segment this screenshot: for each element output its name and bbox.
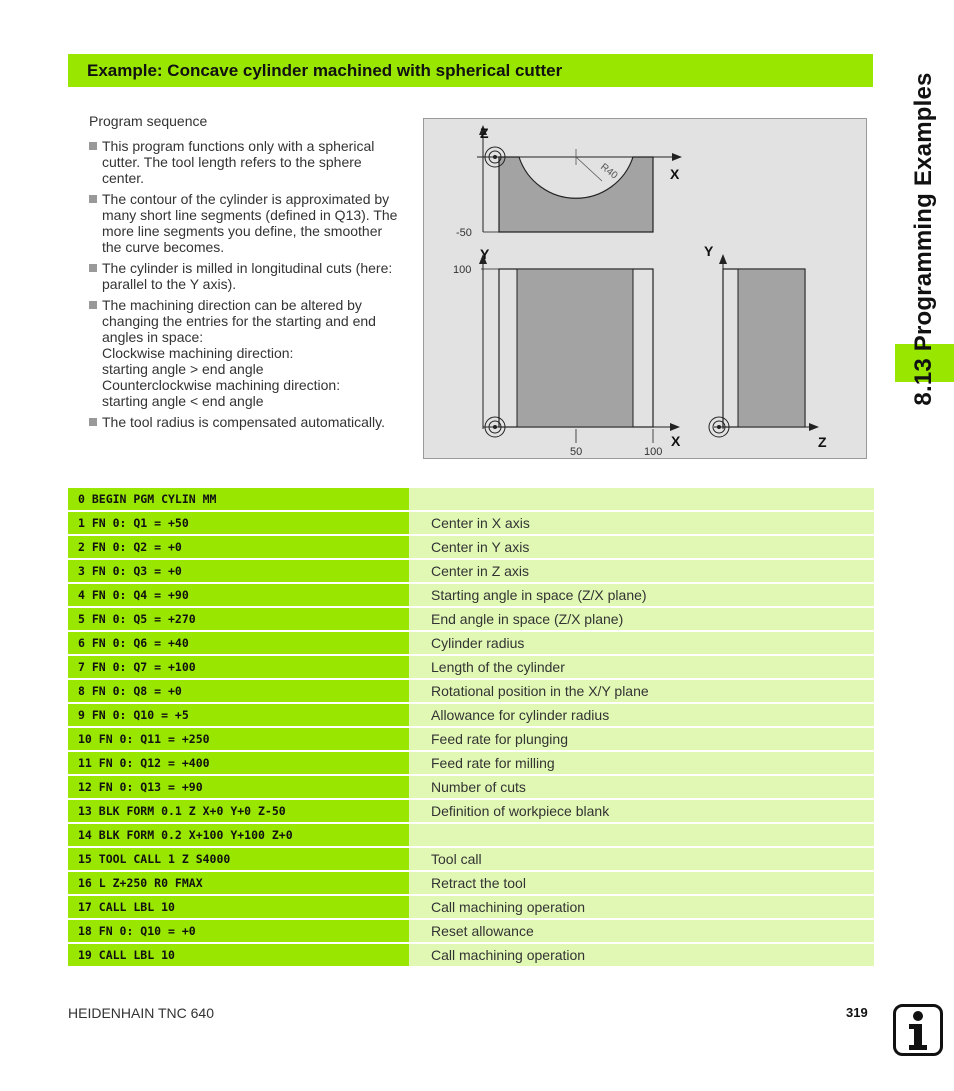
bullet-item — [89, 191, 409, 255]
program-description: Call machining operation — [409, 896, 874, 918]
bullet-line: more line segments you define, the smoother — [102, 223, 383, 239]
program-code: 5 FN 0: Q5 = +270 — [68, 608, 419, 630]
dim-100-x: 100 — [644, 446, 663, 458]
bullet-line: The tool radius is compensated automatically. — [102, 414, 385, 430]
bullet-item — [89, 414, 409, 430]
program-table — [68, 488, 874, 968]
bullet-line: cutter. The tool length refers to the sphere — [102, 154, 362, 170]
bullet-list — [89, 138, 409, 435]
bullet-line: Counterclockwise machining direction: — [102, 377, 341, 393]
footer-brand: HEIDENHAIN TNC 640 — [68, 1005, 215, 1021]
side-view — [709, 254, 819, 437]
program-row — [68, 656, 874, 678]
bullet-square-icon — [89, 264, 97, 272]
axis-x-top-label: X — [670, 166, 680, 182]
program-description: Center in X axis — [409, 512, 874, 534]
axis-z-top-label: Z — [480, 125, 489, 141]
bullet-item — [89, 260, 409, 292]
page-number: 319 — [846, 1005, 868, 1020]
program-description: Cylinder radius — [409, 632, 874, 654]
program-row — [68, 632, 874, 654]
program-row — [68, 824, 874, 846]
program-code: 0 BEGIN PGM CYLIN MM — [68, 488, 419, 510]
program-row — [68, 560, 874, 582]
program-code: 12 FN 0: Q13 = +90 — [68, 776, 419, 798]
program-code: 13 BLK FORM 0.1 Z X+0 Y+0 Z-50 — [68, 800, 419, 822]
bullet-line: This program functions only with a spherical — [102, 138, 375, 154]
program-code: 15 TOOL CALL 1 Z S4000 — [68, 848, 419, 870]
bullet-line: the curve becomes. — [102, 239, 225, 255]
program-description: End angle in space (Z/X plane) — [409, 608, 874, 630]
program-code: 16 L Z+250 R0 FMAX — [68, 872, 419, 894]
program-row — [68, 944, 874, 966]
program-code: 6 FN 0: Q6 = +40 — [68, 632, 419, 654]
program-description: Allowance for cylinder radius — [409, 704, 874, 726]
section-label-text: 8.13 Programming Examples — [910, 72, 937, 406]
bullet-square-icon — [89, 195, 97, 203]
program-code: 4 FN 0: Q4 = +90 — [68, 584, 419, 606]
program-code: 1 FN 0: Q1 = +50 — [68, 512, 419, 534]
program-description: Call machining operation — [409, 944, 874, 966]
program-row — [68, 848, 874, 870]
axis-x-bottom-label: X — [671, 433, 681, 449]
program-description — [409, 488, 874, 510]
program-description: Feed rate for milling — [409, 752, 874, 774]
dim-50: 50 — [570, 446, 583, 458]
bullet-line: The cylinder is milled in longitudinal cuts (here: — [102, 260, 393, 276]
program-row — [68, 488, 874, 510]
program-row — [68, 776, 874, 798]
top-view — [477, 125, 682, 232]
program-row — [68, 608, 874, 630]
bullet-line: starting angle > end angle — [102, 361, 264, 377]
bullet-square-icon — [89, 418, 97, 426]
program-code: 19 CALL LBL 10 — [68, 944, 419, 966]
program-description: Length of the cylinder — [409, 656, 874, 678]
axis-y-left-label: Y — [480, 246, 490, 262]
program-description: Center in Y axis — [409, 536, 874, 558]
bullet-line: The machining direction can be altered by — [102, 297, 362, 313]
program-description: Rotational position in the X/Y plane — [409, 680, 874, 702]
program-description: Number of cuts — [409, 776, 874, 798]
program-row — [68, 728, 874, 750]
bullet-line: Clockwise machining direction: — [102, 345, 294, 361]
bullet-line: changing the entries for the starting and end — [102, 313, 376, 329]
bullet-item — [89, 297, 409, 409]
program-code: 9 FN 0: Q10 = +5 — [68, 704, 419, 726]
program-row — [68, 584, 874, 606]
bullet-square-icon — [89, 301, 97, 309]
program-row — [68, 680, 874, 702]
page-title: Example: Concave cylinder machined with spherical cutter — [87, 61, 563, 80]
program-code: 3 FN 0: Q3 = +0 — [68, 560, 419, 582]
program-description: Center in Z axis — [409, 560, 874, 582]
program-description: Feed rate for plunging — [409, 728, 874, 750]
bullet-line: starting angle < end angle — [102, 393, 264, 409]
axis-y-right-label: Y — [704, 243, 714, 259]
program-row — [68, 704, 874, 726]
program-description — [409, 824, 874, 846]
program-code: 18 FN 0: Q10 = +0 — [68, 920, 419, 942]
program-row — [68, 512, 874, 534]
program-description: Starting angle in space (Z/X plane) — [409, 584, 874, 606]
bullet-item — [89, 138, 409, 186]
program-code: 11 FN 0: Q12 = +400 — [68, 752, 419, 774]
bullet-line: angles in space: — [102, 329, 204, 345]
bullet-line: The contour of the cylinder is approximated by — [102, 191, 390, 207]
program-row — [68, 896, 874, 918]
section-title-bar — [68, 54, 873, 87]
program-code: 14 BLK FORM 0.2 X+100 Y+100 Z+0 — [68, 824, 419, 846]
bullet-line: center. — [102, 170, 145, 186]
program-row — [68, 872, 874, 894]
bullet-line: parallel to the Y axis). — [102, 276, 237, 292]
program-row — [68, 920, 874, 942]
info-icon — [893, 1004, 943, 1056]
program-code: 10 FN 0: Q11 = +250 — [68, 728, 419, 750]
program-row — [68, 536, 874, 558]
intro-text: Program sequence — [89, 113, 208, 129]
bullet-line: many short line segments (defined in Q13). The — [102, 207, 398, 223]
program-description: Retract the tool — [409, 872, 874, 894]
program-code: 2 FN 0: Q2 = +0 — [68, 536, 419, 558]
program-description: Tool call — [409, 848, 874, 870]
program-code: 8 FN 0: Q8 = +0 — [68, 680, 419, 702]
program-code: 17 CALL LBL 10 — [68, 896, 419, 918]
radius-label: R40 — [598, 161, 620, 182]
dim-100-y: 100 — [453, 264, 472, 276]
front-view — [479, 254, 680, 443]
axis-z-right-label: Z — [818, 434, 827, 450]
program-row — [68, 800, 874, 822]
program-description: Reset allowance — [409, 920, 874, 942]
program-row — [68, 752, 874, 774]
drawing-figure — [423, 118, 867, 459]
bullet-square-icon — [89, 142, 97, 150]
dim-minus50: -50 — [456, 227, 472, 239]
program-description: Definition of workpiece blank — [409, 800, 874, 822]
program-code: 7 FN 0: Q7 = +100 — [68, 656, 419, 678]
